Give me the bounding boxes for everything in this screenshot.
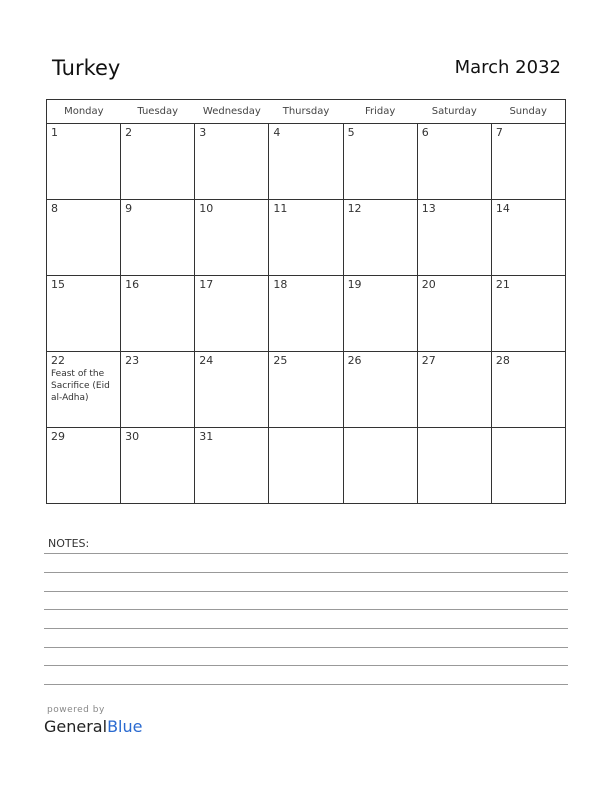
day-number: 3 — [199, 126, 207, 139]
day-number: 9 — [125, 202, 133, 215]
day-cell — [491, 352, 565, 428]
day-cell — [121, 352, 195, 428]
day-cell — [195, 428, 269, 504]
day-number: 24 — [199, 354, 214, 367]
day-number: 1 — [51, 126, 58, 139]
day-cell — [121, 276, 195, 352]
day-cell — [47, 124, 121, 200]
week-row — [47, 200, 566, 276]
day-cell — [491, 200, 565, 276]
day-cell — [417, 276, 491, 352]
day-cell — [269, 352, 343, 428]
day-cell — [47, 352, 121, 428]
day-number: 7 — [495, 126, 503, 139]
powered-by-text: powered by — [47, 705, 105, 715]
day-number: 14 — [495, 202, 510, 215]
note-line — [44, 591, 568, 592]
country-title: Turkey — [52, 56, 121, 80]
day-number: 30 — [125, 430, 140, 443]
weekday-header: Thursday — [269, 100, 343, 124]
note-line — [44, 628, 568, 629]
calendar-grid — [46, 99, 566, 504]
note-line — [44, 684, 568, 685]
weekday-header: Tuesday — [121, 100, 195, 124]
weekday-header: Monday — [47, 100, 121, 124]
day-number: 22 — [51, 354, 65, 367]
day-number: 12 — [347, 202, 362, 215]
day-cell — [343, 352, 417, 428]
logo-general-text: General — [44, 717, 108, 736]
week-row — [47, 352, 566, 428]
day-number: 23 — [125, 354, 140, 367]
day-number: 29 — [51, 430, 65, 443]
day-cell — [417, 428, 491, 504]
calendar-body — [47, 124, 566, 504]
generalblue-logo[interactable] — [44, 717, 142, 736]
day-cell — [195, 352, 269, 428]
notes-label: NOTES: — [48, 537, 90, 550]
weekday-header: Wednesday — [195, 100, 269, 124]
day-cell — [269, 428, 343, 504]
day-number: 18 — [273, 278, 288, 291]
week-row — [47, 124, 566, 200]
weekday-header: Friday — [343, 100, 417, 124]
day-cell — [417, 124, 491, 200]
weekday-header: Saturday — [417, 100, 491, 124]
day-cell — [343, 124, 417, 200]
weekday-header-row — [47, 100, 566, 124]
day-number: 6 — [421, 126, 429, 139]
day-cell — [417, 200, 491, 276]
day-cell — [491, 124, 565, 200]
day-number: 8 — [51, 202, 58, 215]
month-title: March 2032 — [454, 57, 561, 78]
day-number: 10 — [199, 202, 214, 215]
note-line — [44, 553, 568, 554]
day-number: 21 — [495, 278, 510, 291]
day-number: 20 — [421, 278, 436, 291]
day-cell — [195, 124, 269, 200]
holiday-label: Feast of the Sacrifice (Eid al-Adha) — [51, 369, 110, 403]
day-number: 27 — [421, 354, 436, 367]
day-number: 13 — [421, 202, 436, 215]
note-line — [44, 665, 568, 666]
week-row — [47, 428, 566, 504]
day-cell — [417, 352, 491, 428]
day-cell — [47, 428, 121, 504]
day-number: 15 — [51, 278, 65, 291]
logo-blue-text: Blue — [107, 717, 143, 736]
day-cell — [121, 124, 195, 200]
day-number: 26 — [347, 354, 362, 367]
day-cell — [343, 200, 417, 276]
day-number: 5 — [347, 126, 355, 139]
day-cell — [491, 276, 565, 352]
day-cell — [47, 200, 121, 276]
day-number: 28 — [495, 354, 510, 367]
day-cell — [343, 276, 417, 352]
note-line — [44, 647, 568, 648]
day-cell — [195, 200, 269, 276]
day-number: 4 — [273, 126, 281, 139]
day-cell — [121, 428, 195, 504]
day-cell — [491, 428, 565, 504]
day-cell — [195, 276, 269, 352]
day-number: 25 — [273, 354, 288, 367]
day-number: 17 — [199, 278, 214, 291]
day-cell — [269, 124, 343, 200]
day-number: 19 — [347, 278, 362, 291]
day-cell — [269, 276, 343, 352]
day-number: 11 — [273, 202, 288, 215]
day-number: 16 — [125, 278, 140, 291]
note-line — [44, 609, 568, 610]
note-line — [44, 572, 568, 573]
week-row — [47, 276, 566, 352]
day-number: 2 — [125, 126, 133, 139]
day-cell — [121, 200, 195, 276]
day-cell — [343, 428, 417, 504]
day-cell — [269, 200, 343, 276]
day-number: 31 — [199, 430, 214, 443]
day-cell — [47, 276, 121, 352]
weekday-header: Sunday — [491, 100, 565, 124]
